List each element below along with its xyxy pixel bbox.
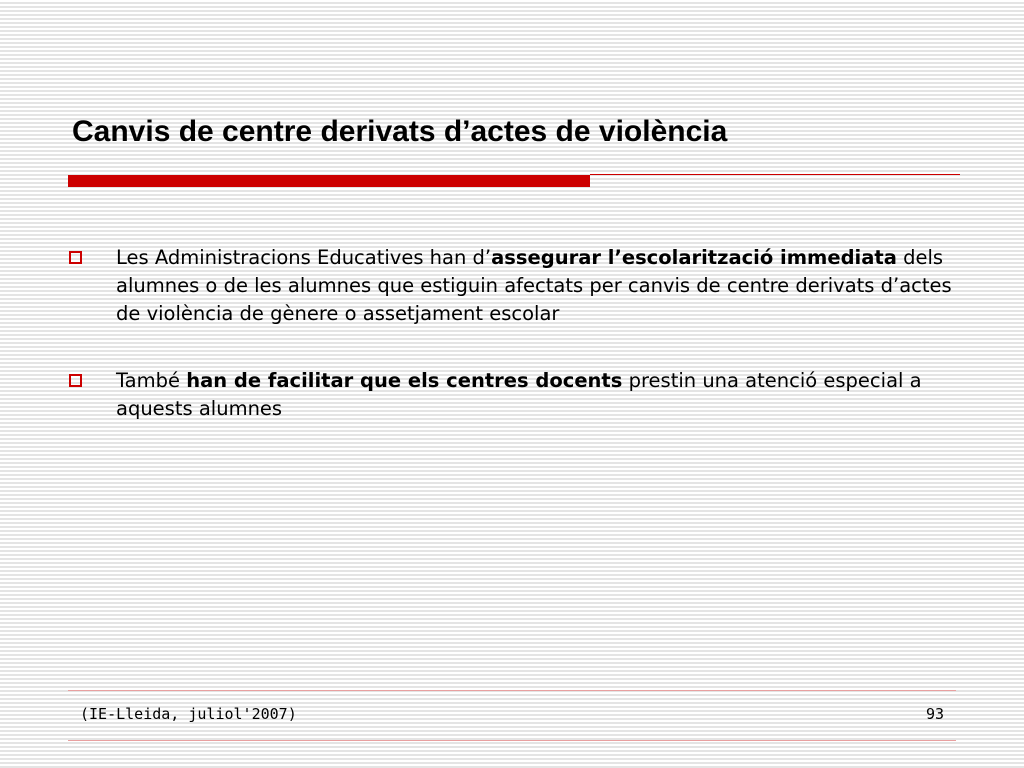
bullet-item [66, 244, 966, 328]
title-underline-bar [68, 175, 590, 187]
bullet-text-bold: han de facilitar que els centres docents [186, 369, 623, 392]
bullet-list [66, 244, 966, 462]
bullet-text-pre: Les Administracions Educatives han d’ [116, 246, 492, 269]
slide-title: Canvis de centre derivats d’actes de violència [72, 115, 728, 148]
title-underline-rule [590, 174, 960, 175]
footer-divider-top [68, 690, 956, 691]
hollow-square-icon [69, 374, 82, 387]
bullet-text-post: dels alumnes o de les alumnes que estiguin afectats per canvis de centre derivats d’actes de violència de gènere o assetjament escolar [116, 246, 952, 325]
footer-source: (IE-Lleida, juliol'2007) [80, 705, 297, 723]
hollow-square-icon [69, 251, 82, 264]
page-number: 93 [925, 705, 944, 723]
bullet-text-pre: També [116, 369, 187, 392]
bullet-item [66, 367, 966, 423]
footer-divider-bottom [68, 740, 956, 741]
bullet-text-post: prestin una atenció especial a aquests alumnes [116, 369, 922, 420]
bullet-text-bold: assegurar l’escolarització immediata [491, 246, 897, 269]
